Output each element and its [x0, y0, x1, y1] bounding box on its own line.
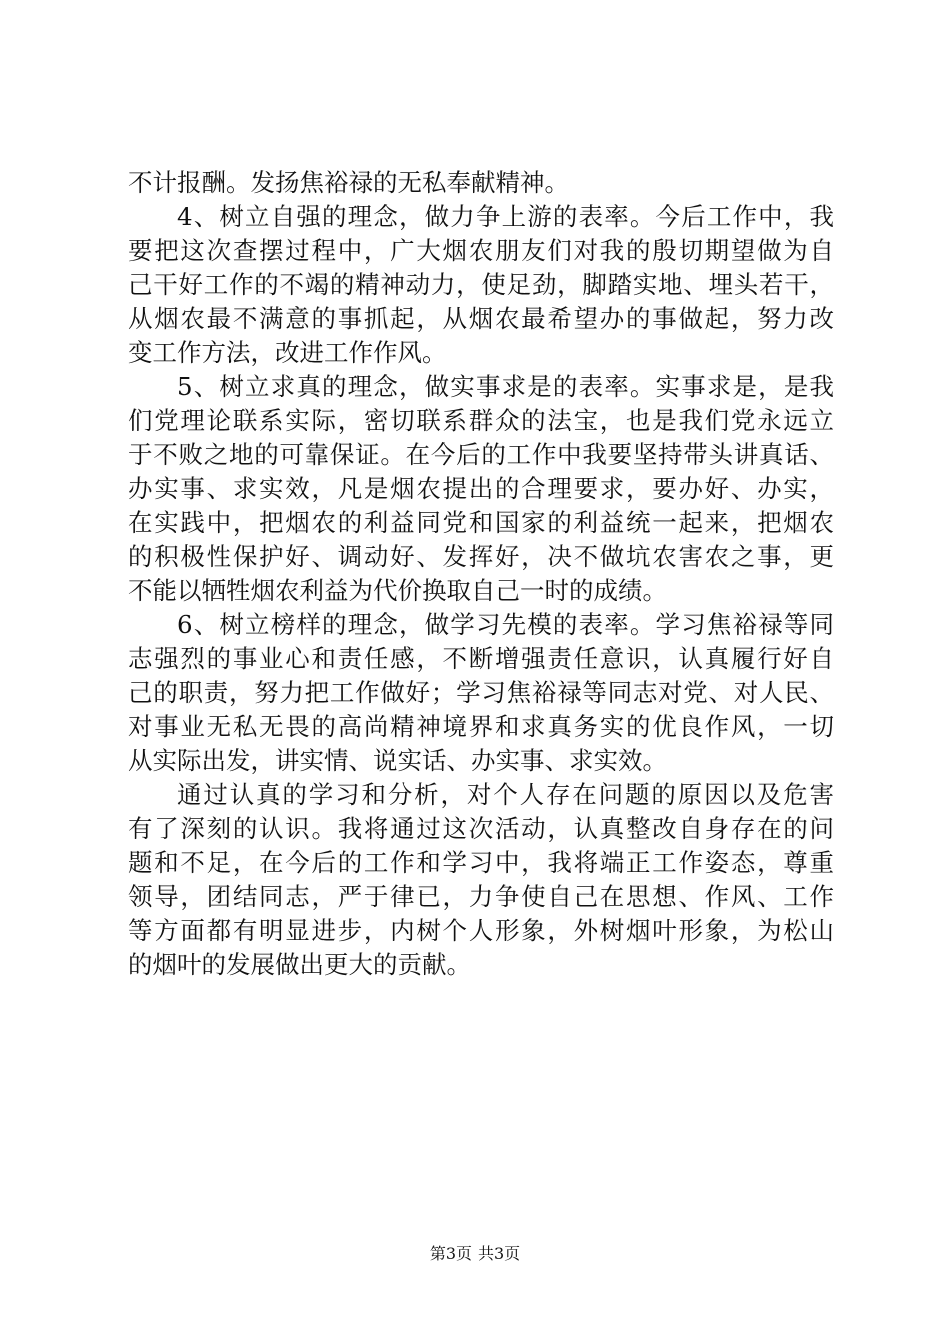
- paragraph-line: 的烟叶的发展做出更大的贡献。: [128, 950, 471, 979]
- paragraph-line: 领导，团结同志，严于律已，力争使自己在思想、作风、工作: [128, 882, 834, 911]
- paragraph-line: 通过认真的学习和分析，对个人存在问题的原因以及危害: [177, 780, 834, 809]
- paragraph-line: 不能以牺牲烟农利益为代价换取自己一时的成绩。: [128, 576, 667, 605]
- paragraph-line: 变工作方法，改进工作作风。: [128, 338, 447, 367]
- paragraph-line: 等方面都有明显进步，内树个人形象，外树烟叶形象，为松山: [128, 916, 834, 945]
- paragraph-line: 志强烈的事业心和责任感，不断增强责任意识，认真履行好自: [128, 644, 834, 673]
- paragraph-line: 己干好工作的不竭的精神动力，使足劲，脚踏实地、埋头若干，: [128, 270, 834, 299]
- paragraph-line: 办实事、求实效，凡是烟农提出的合理要求，要办好、办实，: [128, 474, 834, 503]
- paragraph-line: 从烟农最不满意的事抓起，从烟农最希望办的事做起，努力改: [128, 304, 834, 333]
- page-footer: [0, 1244, 950, 1264]
- total-pages: 共3页: [478, 1244, 521, 1263]
- paragraph-line: 的积极性保护好、调动好、发挥好，决不做坑农害农之事，更: [128, 542, 834, 571]
- paragraph-line: 5、树立求真的理念，做实事求是的表率。实事求是，是我: [177, 372, 834, 401]
- paragraph-line: 对事业无私无畏的高尚精神境界和求真务实的优良作风，一切: [128, 712, 834, 741]
- paragraph-line: 不计报酬。发扬焦裕禄的无私奉献精神。: [128, 168, 569, 197]
- paragraph-line: 从实际出发，讲实情、说实话、办实事、求实效。: [128, 746, 667, 775]
- paragraph-line: 有了深刻的认识。我将通过这次活动，认真整改自身存在的问: [128, 814, 834, 843]
- paragraph-line: 4、树立自强的理念，做力争上游的表率。今后工作中，我: [177, 202, 834, 231]
- paragraph-line: 要把这次查摆过程中，广大烟农朋友们对我的殷切期望做为自: [128, 236, 834, 265]
- page-number: 第3页: [429, 1244, 472, 1263]
- paragraph-line: 们党理论联系实际，密切联系群众的法宝，也是我们党永远立: [128, 406, 834, 435]
- document-body: [128, 166, 834, 982]
- paragraph-line: 6、树立榜样的理念，做学习先模的表率。学习焦裕禄等同: [177, 610, 834, 639]
- paragraph-line: 在实践中，把烟农的利益同党和国家的利益统一起来，把烟农: [128, 508, 834, 537]
- paragraph-line: 题和不足，在今后的工作和学习中，我将端正工作姿态，尊重: [128, 848, 834, 877]
- paragraph-line: 己的职责，努力把工作做好；学习焦裕禄等同志对党、对人民、: [128, 678, 834, 707]
- paragraph-line: 于不败之地的可靠保证。在今后的工作中我要坚持带头讲真话、: [128, 440, 834, 469]
